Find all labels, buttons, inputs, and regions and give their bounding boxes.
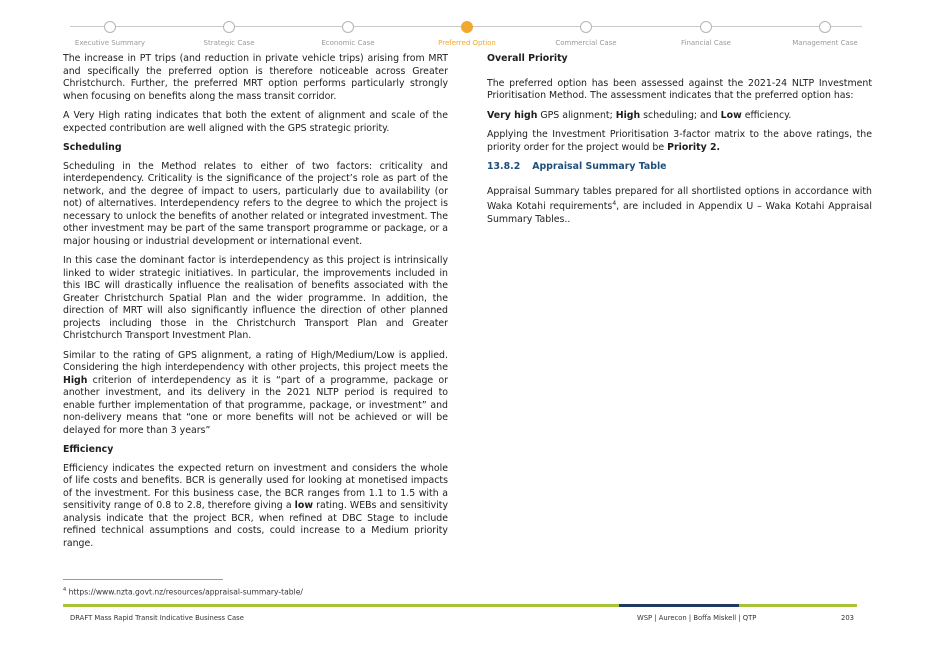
text-run: efficiency. (741, 109, 792, 121)
paragraph (487, 129, 872, 154)
paragraph (63, 350, 448, 438)
footnote-ref[interactable]: 4 (612, 200, 617, 207)
text-run: criterion of interdependency as it is “part of a programme, package or another investment, and its delivery in the 2021 NLTP period is required to enable further implementation of that programme, package, or investment” and non-delivery means that “one or more benefits will not be achieved or will be delayed for more than 3 years” (63, 374, 448, 436)
left-column (63, 53, 448, 557)
paragraph: A Very High rating indicates that both the extent of alignment and scale of the expected contribution are well aligned with the GPS strategic priority. (63, 110, 448, 134)
text-run: Efficiency indicates the expected return on investment and considers the whole of life costs and benefits. BCR is generally used for looking at monetised impacts of the investment. For this business case, the BCR ranges from 1.1 to 1.5 with a sensitivity range of 0.8 to 2.8, therefore giving a (63, 462, 448, 511)
bold-text: Very high (487, 109, 538, 121)
footer-bar-navy (619, 604, 739, 607)
subsection-heading (487, 161, 872, 174)
section-heading-overall-priority: Overall Priority (487, 53, 568, 64)
step-label: Strategic Case (203, 39, 255, 47)
step-label: Commercial Case (555, 39, 617, 47)
footnote-number: 4 (63, 587, 67, 593)
footnote-divider (63, 579, 223, 580)
bold-text: Priority 2. (667, 141, 721, 153)
step-dot (819, 21, 831, 33)
footer-authors: WSP | Aurecon | Boffa Miskell | QTP (637, 614, 757, 622)
paragraph: The increase in PT trips (and reduction in private vehicle trips) arising from MRT and specifically the preferred option is therefore noticeable across Greater Christchurch. Further, the preferred MRT option performs particularly strongly when focusing on benefits along the mass transit corridor. (63, 53, 448, 102)
step-dot-active (461, 21, 473, 33)
page-number: 203 (841, 614, 854, 622)
step-label: Preferred Option (438, 39, 496, 47)
text-run: , are included in Appendix U – Waka Kotahi Appraisal Summary Tables.. (487, 201, 872, 225)
step-financial-case[interactable] (651, 18, 761, 47)
step-dot (223, 21, 235, 33)
step-commercial-case[interactable] (531, 18, 641, 47)
right-column (487, 53, 872, 233)
footnote-link[interactable]: https://www.nzta.govt.nz/resources/appraisal-summary-table/ (66, 587, 303, 597)
bold-text: low (294, 500, 313, 511)
case-stepper (62, 18, 870, 48)
step-label: Financial Case (680, 39, 731, 47)
text-run: rating. WEBs and sensitivity analysis indicate that the project BCR, when refined at DBC Stage to include refined technical assumptions and costs, could increase to a Medium priority range. (63, 500, 449, 549)
footer-bar-green-end (739, 604, 857, 607)
section-heading-scheduling: Scheduling (63, 142, 122, 153)
paragraph (487, 186, 872, 227)
text-run: Similar to the rating of GPS alignment, a rating of High/Medium/Low is applied. Considering the high interdependency with other projects, this project meets the (63, 349, 448, 373)
step-label: Executive Summary (74, 39, 146, 47)
paragraph: Scheduling in the Method relates to either of two factors: criticality and interdependency. Criticality is the significance of the project’s role as part of the network, and the degree of impact to users, particularly due to availability (or not) of alternatives. Interdependency refers to the degree to which the project is necessary to unlock the benefits of another related or integrated investment. The other investment may be part of the same transport programme or package, or a major housing or industrial development or international event. (63, 160, 448, 247)
subsection-title: Appraisal Summary Table (532, 161, 667, 172)
step-dot (104, 21, 116, 33)
text-run: scheduling; and (640, 109, 721, 121)
step-management-case[interactable] (770, 18, 880, 47)
section-heading-efficiency: Efficiency (63, 444, 114, 455)
text-run: Appraisal Summary tables prepared for all shortlisted options in accordance with Waka Kotahi requirements (487, 185, 872, 213)
subsection-number: 13.8.2 (487, 161, 521, 172)
step-label: Management Case (792, 39, 858, 47)
paragraph: In this case the dominant factor is interdependency as this project is intrinsically linked to wider strategic initiatives. In particular, the improvements included in this IBC will drastically influence the realisation of benefits associated with the Greater Christchurch Spatial Plan and the wider programme. In addition, the direction of MRT will also significantly influence the direction of other planned projects including those in the Christchurch Transport Plan and Greater Christchurch Transport Investment Plan. (63, 255, 448, 341)
bold-text: High (63, 374, 88, 386)
bold-text: High (615, 109, 641, 121)
step-dot (342, 21, 354, 33)
footer-bar-green (63, 604, 619, 607)
step-economic-case[interactable] (293, 18, 403, 47)
paragraph: The preferred option has been assessed against the 2021-24 NLTP Investment Prioritisation Method. The assessment indicates that the preferred option has: (487, 77, 872, 101)
step-dot (580, 21, 592, 33)
step-preferred-option[interactable] (412, 18, 522, 47)
bold-text: Low (720, 109, 742, 121)
ratings-line (487, 110, 872, 123)
step-label: Economic Case (321, 39, 375, 47)
paragraph (63, 463, 448, 551)
step-executive-summary[interactable] (55, 18, 165, 47)
footer-document-title: DRAFT Mass Rapid Transit Indicative Business Case (70, 614, 244, 622)
step-strategic-case[interactable] (174, 18, 284, 47)
footnote (63, 587, 303, 597)
text-run: GPS alignment; (537, 109, 616, 121)
text-run: Applying the Investment Prioritisation 3-factor matrix to the above ratings, the priority order for the project would be (487, 129, 872, 153)
step-dot (700, 21, 712, 33)
